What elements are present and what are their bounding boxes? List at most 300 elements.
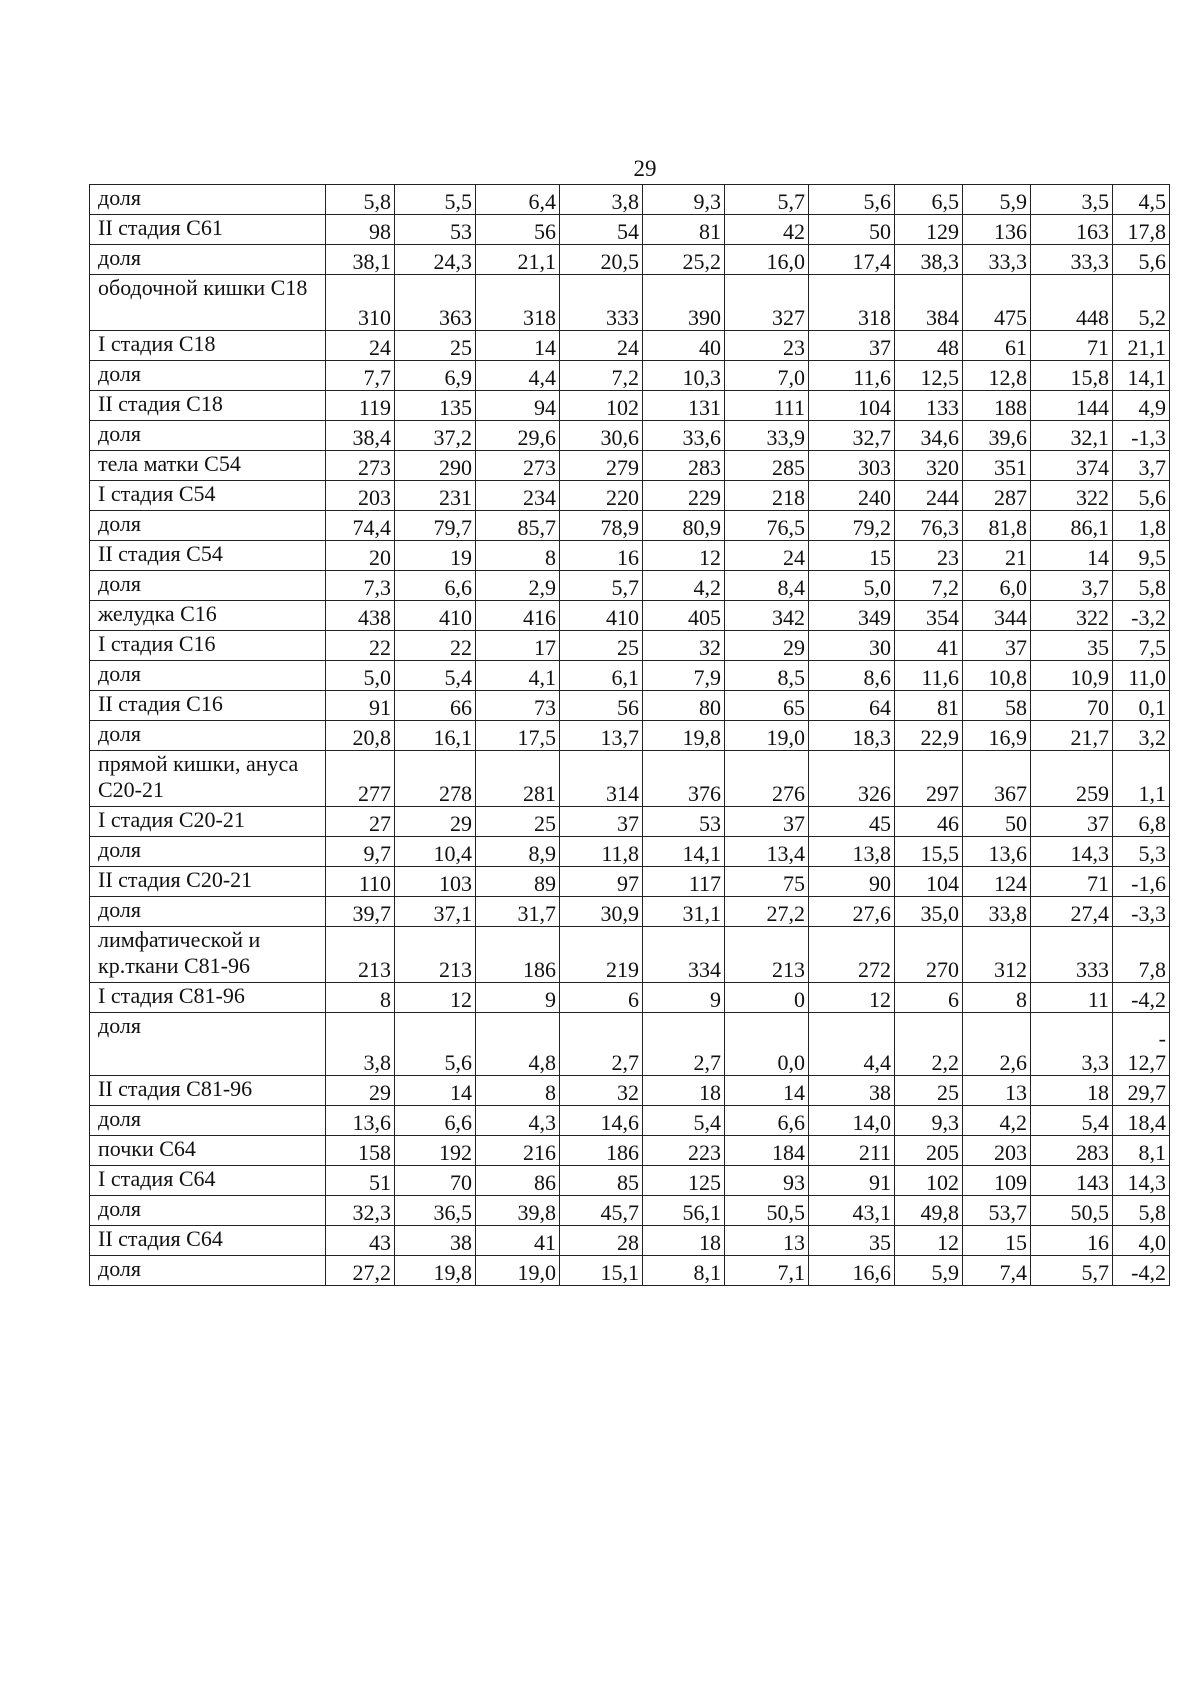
table-cell: 6,9 — [395, 361, 476, 391]
table-cell: 25 — [395, 331, 476, 361]
table-cell: 15,1 — [560, 1256, 643, 1286]
table-row — [90, 1256, 1170, 1286]
table-cell: 15,8 — [1031, 361, 1113, 391]
table-row — [90, 1166, 1170, 1196]
table-cell: 405 — [643, 601, 725, 631]
table-cell: 15 — [963, 1226, 1031, 1256]
table-cell: 410 — [560, 601, 643, 631]
table-cell: 158 — [326, 1136, 395, 1166]
table-cell: 283 — [1031, 1136, 1113, 1166]
table-cell: 54 — [560, 215, 643, 245]
table-cell: 8 — [476, 541, 560, 571]
table-cell: 7,2 — [560, 361, 643, 391]
table-cell: 19,8 — [643, 721, 725, 751]
table-cell: 30,6 — [560, 421, 643, 451]
table-cell: 38 — [809, 1076, 895, 1106]
table-cell: 17,8 — [1113, 215, 1170, 245]
table-cell: 30,9 — [560, 897, 643, 927]
table-cell: 384 — [895, 275, 963, 331]
table-cell: 24,3 — [395, 245, 476, 275]
table-cell: 117 — [643, 867, 725, 897]
table-cell: 4,8 — [476, 1013, 560, 1076]
table-cell: 287 — [963, 481, 1031, 511]
table-cell: 2,7 — [643, 1013, 725, 1076]
table-cell: 14,6 — [560, 1106, 643, 1136]
table-cell: 14 — [1031, 541, 1113, 571]
row-label: II стадия С18 — [90, 391, 326, 421]
table-cell: 334 — [643, 927, 725, 983]
table-cell: 37 — [560, 807, 643, 837]
table-cell: 13 — [725, 1226, 809, 1256]
table-cell: 133 — [895, 391, 963, 421]
table-cell: 79,2 — [809, 511, 895, 541]
table-cell: 11,6 — [809, 361, 895, 391]
table-cell: 9 — [476, 983, 560, 1013]
table-cell: 17 — [476, 631, 560, 661]
row-label: II стадия С81-96 — [90, 1076, 326, 1106]
table-cell: 81 — [643, 215, 725, 245]
table-cell: 94 — [476, 391, 560, 421]
row-label: доля — [90, 185, 326, 215]
table-cell: 23 — [895, 541, 963, 571]
table-row — [90, 867, 1170, 897]
table-row — [90, 1136, 1170, 1166]
table-cell: 14,1 — [643, 837, 725, 867]
table-cell: 10,8 — [963, 661, 1031, 691]
row-label: доля — [90, 571, 326, 601]
table-cell: 12 — [809, 983, 895, 1013]
row-label: доля — [90, 361, 326, 391]
table-row — [90, 837, 1170, 867]
table-cell: 45,7 — [560, 1196, 643, 1226]
table-cell: 10,3 — [643, 361, 725, 391]
table-cell: 3,5 — [1031, 185, 1113, 215]
table-cell: 20,5 — [560, 245, 643, 275]
table-cell: 33,3 — [1031, 245, 1113, 275]
row-label: I стадия С81-96 — [90, 983, 326, 1013]
table-cell: 5,7 — [1031, 1256, 1113, 1286]
table-row — [90, 511, 1170, 541]
table-cell: 124 — [963, 867, 1031, 897]
table-cell: 259 — [1031, 751, 1113, 807]
table-cell: -4,2 — [1113, 1256, 1170, 1286]
table-cell: 56,1 — [643, 1196, 725, 1226]
table-cell: 50,5 — [725, 1196, 809, 1226]
table-cell: 143 — [1031, 1166, 1113, 1196]
table-cell: 4,9 — [1113, 391, 1170, 421]
row-label: доля — [90, 245, 326, 275]
table-cell: 38,4 — [326, 421, 395, 451]
table-cell: 29 — [725, 631, 809, 661]
table-cell: 5,4 — [395, 661, 476, 691]
table-cell: 19,0 — [725, 721, 809, 751]
table-cell: 219 — [560, 927, 643, 983]
table-cell: 8 — [963, 983, 1031, 1013]
table-cell: 297 — [895, 751, 963, 807]
row-label: I стадия С54 — [90, 481, 326, 511]
table-cell: 41 — [476, 1226, 560, 1256]
table-cell: 6,0 — [963, 571, 1031, 601]
table-cell: 76,3 — [895, 511, 963, 541]
table-cell: 5,2 — [1113, 275, 1170, 331]
table-cell: 349 — [809, 601, 895, 631]
table-cell: 7,4 — [963, 1256, 1031, 1286]
table-row — [90, 185, 1170, 215]
table-cell: 8,1 — [643, 1256, 725, 1286]
table-cell: 35 — [1031, 631, 1113, 661]
table-row — [90, 721, 1170, 751]
table-cell: 5,8 — [1113, 571, 1170, 601]
table-cell: 7,0 — [725, 361, 809, 391]
table-cell: 279 — [560, 451, 643, 481]
table-cell: 3,8 — [326, 1013, 395, 1076]
row-label: доля — [90, 421, 326, 451]
table-cell: 24 — [725, 541, 809, 571]
table-row — [90, 331, 1170, 361]
table-cell: 75 — [725, 867, 809, 897]
table-cell: 320 — [895, 451, 963, 481]
table-cell: 18 — [643, 1076, 725, 1106]
table-cell: 39,6 — [963, 421, 1031, 451]
table-cell: 21,1 — [1113, 331, 1170, 361]
table-cell: 303 — [809, 451, 895, 481]
table-row — [90, 691, 1170, 721]
table-cell: 119 — [326, 391, 395, 421]
table-cell: 8,6 — [809, 661, 895, 691]
table-cell: 98 — [326, 215, 395, 245]
table-cell: 131 — [643, 391, 725, 421]
table-cell: 16 — [560, 541, 643, 571]
table-cell: 7,9 — [643, 661, 725, 691]
table-cell: 4,3 — [476, 1106, 560, 1136]
table-cell: 32,3 — [326, 1196, 395, 1226]
table-cell: 4,5 — [1113, 185, 1170, 215]
table-cell: 12 — [643, 541, 725, 571]
table-cell: 186 — [476, 927, 560, 983]
table-cell: 103 — [395, 867, 476, 897]
table-cell: 86,1 — [1031, 511, 1113, 541]
table-cell: 5,5 — [395, 185, 476, 215]
table-cell: 14 — [395, 1076, 476, 1106]
table-cell: 3,7 — [1031, 571, 1113, 601]
table-cell: 4,0 — [1113, 1226, 1170, 1256]
table-cell: 12 — [895, 1226, 963, 1256]
table-cell: 89 — [476, 867, 560, 897]
table-cell: 41 — [895, 631, 963, 661]
table-cell: 49,8 — [895, 1196, 963, 1226]
table-cell: 283 — [643, 451, 725, 481]
table-cell: 354 — [895, 601, 963, 631]
table-cell: 0 — [725, 983, 809, 1013]
table-cell: 25 — [476, 807, 560, 837]
table-cell: 32 — [643, 631, 725, 661]
table-cell: 438 — [326, 601, 395, 631]
table-cell: 18,3 — [809, 721, 895, 751]
table-cell: 64 — [809, 691, 895, 721]
table-row — [90, 601, 1170, 631]
table-cell: 8 — [326, 983, 395, 1013]
table-cell: 71 — [1031, 331, 1113, 361]
table-cell: 5,9 — [963, 185, 1031, 215]
statistics-table — [89, 184, 1170, 1286]
table-cell: 5,6 — [395, 1013, 476, 1076]
table-cell: 192 — [395, 1136, 476, 1166]
table-cell: 231 — [395, 481, 476, 511]
table-cell: 40 — [643, 331, 725, 361]
table-cell: 342 — [725, 601, 809, 631]
table-cell: 4,4 — [809, 1013, 895, 1076]
table-cell: 13,6 — [326, 1106, 395, 1136]
table-cell: 18 — [643, 1226, 725, 1256]
table-cell: 32,7 — [809, 421, 895, 451]
table-cell: 37,2 — [395, 421, 476, 451]
table-cell: 37 — [809, 331, 895, 361]
table-cell: 14,0 — [809, 1106, 895, 1136]
table-cell: 7,1 — [725, 1256, 809, 1286]
table-cell: 25,2 — [643, 245, 725, 275]
table-cell: 29 — [395, 807, 476, 837]
table-cell: 6,8 — [1113, 807, 1170, 837]
row-label: доля — [90, 837, 326, 867]
table-cell: 33,3 — [963, 245, 1031, 275]
table-cell: 11 — [1031, 983, 1113, 1013]
table-cell: 203 — [326, 481, 395, 511]
table-cell: 223 — [643, 1136, 725, 1166]
table-cell: 276 — [725, 751, 809, 807]
table-cell: 18,4 — [1113, 1106, 1170, 1136]
table-cell: 35,0 — [895, 897, 963, 927]
table-cell: 102 — [560, 391, 643, 421]
table-cell: 48 — [895, 331, 963, 361]
table-cell: 61 — [963, 331, 1031, 361]
table-row — [90, 1106, 1170, 1136]
row-label: почки С64 — [90, 1136, 326, 1166]
table-cell: 351 — [963, 451, 1031, 481]
table-cell: -4,2 — [1113, 983, 1170, 1013]
table-cell: 278 — [395, 751, 476, 807]
table-cell: 34,6 — [895, 421, 963, 451]
table-row — [90, 1226, 1170, 1256]
table-cell: 53 — [643, 807, 725, 837]
row-label: доля — [90, 511, 326, 541]
row-label: лимфатической и кр.ткани С81-96 — [90, 927, 326, 983]
table-cell: 58 — [963, 691, 1031, 721]
table-cell: 17,4 — [809, 245, 895, 275]
table-row — [90, 1076, 1170, 1106]
table-cell: 24 — [326, 331, 395, 361]
table-cell: 188 — [963, 391, 1031, 421]
table-cell: 110 — [326, 867, 395, 897]
row-label: I стадия С64 — [90, 1166, 326, 1196]
table-row — [90, 1013, 1170, 1076]
table-cell: -1,3 — [1113, 421, 1170, 451]
table-cell: 38,3 — [895, 245, 963, 275]
row-label: I стадия С16 — [90, 631, 326, 661]
table-cell: 6,6 — [395, 1106, 476, 1136]
table-cell: 7,7 — [326, 361, 395, 391]
table-cell: 9,5 — [1113, 541, 1170, 571]
table-cell: 2,6 — [963, 1013, 1031, 1076]
table-cell: 50 — [963, 807, 1031, 837]
table-cell: 11,8 — [560, 837, 643, 867]
table-cell: 285 — [725, 451, 809, 481]
table-cell: 35 — [809, 1226, 895, 1256]
table-row — [90, 361, 1170, 391]
table-cell: 16 — [1031, 1226, 1113, 1256]
table-cell: 213 — [326, 927, 395, 983]
table-cell: 56 — [476, 215, 560, 245]
table-row — [90, 631, 1170, 661]
table-cell: 32 — [560, 1076, 643, 1106]
row-label: доля — [90, 1256, 326, 1286]
table-cell: 281 — [476, 751, 560, 807]
table-cell: 5,8 — [326, 185, 395, 215]
row-label: прямой кишки, ануса С20-21 — [90, 751, 326, 807]
table-cell: 16,1 — [395, 721, 476, 751]
table-cell: 7,2 — [895, 571, 963, 601]
table-cell: 273 — [326, 451, 395, 481]
table-cell: 220 — [560, 481, 643, 511]
table-cell: 218 — [725, 481, 809, 511]
table-row — [90, 275, 1170, 331]
table-row — [90, 897, 1170, 927]
table-cell: 51 — [326, 1166, 395, 1196]
row-label: II стадия С54 — [90, 541, 326, 571]
table-cell: 272 — [809, 927, 895, 983]
table-cell: 37,1 — [395, 897, 476, 927]
table-cell — [1113, 1013, 1170, 1076]
table-cell: 29,7 — [1113, 1076, 1170, 1106]
table-cell: 37 — [725, 807, 809, 837]
table-row — [90, 751, 1170, 807]
table-cell: 327 — [725, 275, 809, 331]
table-cell: 5,0 — [809, 571, 895, 601]
table-cell: 39,7 — [326, 897, 395, 927]
table-cell: 8,1 — [1113, 1136, 1170, 1166]
table-cell: 5,4 — [643, 1106, 725, 1136]
table-cell: 16,6 — [809, 1256, 895, 1286]
table-cell: 7,3 — [326, 571, 395, 601]
table-cell: 5,7 — [725, 185, 809, 215]
table-cell: 390 — [643, 275, 725, 331]
table-cell: 9,3 — [895, 1106, 963, 1136]
table-cell: 5,7 — [560, 571, 643, 601]
table-cell: 17,5 — [476, 721, 560, 751]
row-label: II стадия С64 — [90, 1226, 326, 1256]
table-cell: 270 — [895, 927, 963, 983]
table-cell: 81,8 — [963, 511, 1031, 541]
table-cell: 2,7 — [560, 1013, 643, 1076]
table-cell: 8,9 — [476, 837, 560, 867]
row-label: ободочной кишки С18 — [90, 275, 326, 331]
table-cell: 0,0 — [725, 1013, 809, 1076]
table-cell: 333 — [1031, 927, 1113, 983]
table-cell: 5,0 — [326, 661, 395, 691]
row-label: доля — [90, 721, 326, 751]
table-cell: 9,7 — [326, 837, 395, 867]
table-cell: 71 — [1031, 867, 1113, 897]
table-cell: 0,1 — [1113, 691, 1170, 721]
table-cell: 22,9 — [895, 721, 963, 751]
table-cell: 322 — [1031, 481, 1113, 511]
table-cell: 43,1 — [809, 1196, 895, 1226]
table-cell: 234 — [476, 481, 560, 511]
row-label: доля — [90, 1013, 326, 1076]
table-cell: 74,4 — [326, 511, 395, 541]
table-cell: 78,9 — [560, 511, 643, 541]
table-cell: 39,8 — [476, 1196, 560, 1226]
table-cell: 21,1 — [476, 245, 560, 275]
table-cell: 13 — [963, 1076, 1031, 1106]
table-cell: 475 — [963, 275, 1031, 331]
table-cell: 97 — [560, 867, 643, 897]
table-cell: 27,2 — [326, 1256, 395, 1286]
table-row — [90, 481, 1170, 511]
table-cell: 70 — [395, 1166, 476, 1196]
table-cell: 3,7 — [1113, 451, 1170, 481]
table-cell: 90 — [809, 867, 895, 897]
table-cell: 318 — [476, 275, 560, 331]
table-cell: 5,3 — [1113, 837, 1170, 867]
table-cell: 25 — [895, 1076, 963, 1106]
table-cell: 344 — [963, 601, 1031, 631]
table-cell: 27,6 — [809, 897, 895, 927]
table-cell: 93 — [725, 1166, 809, 1196]
table-cell: 318 — [809, 275, 895, 331]
table-cell: 277 — [326, 751, 395, 807]
table-cell: 85,7 — [476, 511, 560, 541]
row-label: I стадия С20-21 — [90, 807, 326, 837]
table-cell: 43 — [326, 1226, 395, 1256]
table-cell: 12,8 — [963, 361, 1031, 391]
table-cell: 12 — [395, 983, 476, 1013]
table-cell: 29,6 — [476, 421, 560, 451]
table-cell: 322 — [1031, 601, 1113, 631]
table-cell: 4,4 — [476, 361, 560, 391]
table-cell: 1,8 — [1113, 511, 1170, 541]
table-cell: 37 — [963, 631, 1031, 661]
table-cell: 3,8 — [560, 185, 643, 215]
table-cell: 205 — [895, 1136, 963, 1166]
table-cell: 33,8 — [963, 897, 1031, 927]
table-cell: 333 — [560, 275, 643, 331]
table-cell: 367 — [963, 751, 1031, 807]
table-cell: 410 — [395, 601, 476, 631]
table-row — [90, 571, 1170, 601]
row-label: доля — [90, 1196, 326, 1226]
table-cell: 312 — [963, 927, 1031, 983]
cell-value: - 12,7 — [1127, 1026, 1166, 1075]
table-cell: 109 — [963, 1166, 1031, 1196]
table-cell: 91 — [326, 691, 395, 721]
table-cell: 6,1 — [560, 661, 643, 691]
table-cell: 9 — [643, 983, 725, 1013]
table-cell: 184 — [725, 1136, 809, 1166]
table-cell: 20 — [326, 541, 395, 571]
table-cell: 91 — [809, 1166, 895, 1196]
table-cell: 213 — [395, 927, 476, 983]
table-cell: 50 — [809, 215, 895, 245]
table-cell: 5,8 — [1113, 1196, 1170, 1226]
table-cell: 10,4 — [395, 837, 476, 867]
table-cell: 144 — [1031, 391, 1113, 421]
table-cell: 37 — [1031, 807, 1113, 837]
table-cell: 13,7 — [560, 721, 643, 751]
table-body — [90, 185, 1170, 1286]
table-row — [90, 927, 1170, 983]
table-cell: 7,8 — [1113, 927, 1170, 983]
row-label: I стадия С18 — [90, 331, 326, 361]
